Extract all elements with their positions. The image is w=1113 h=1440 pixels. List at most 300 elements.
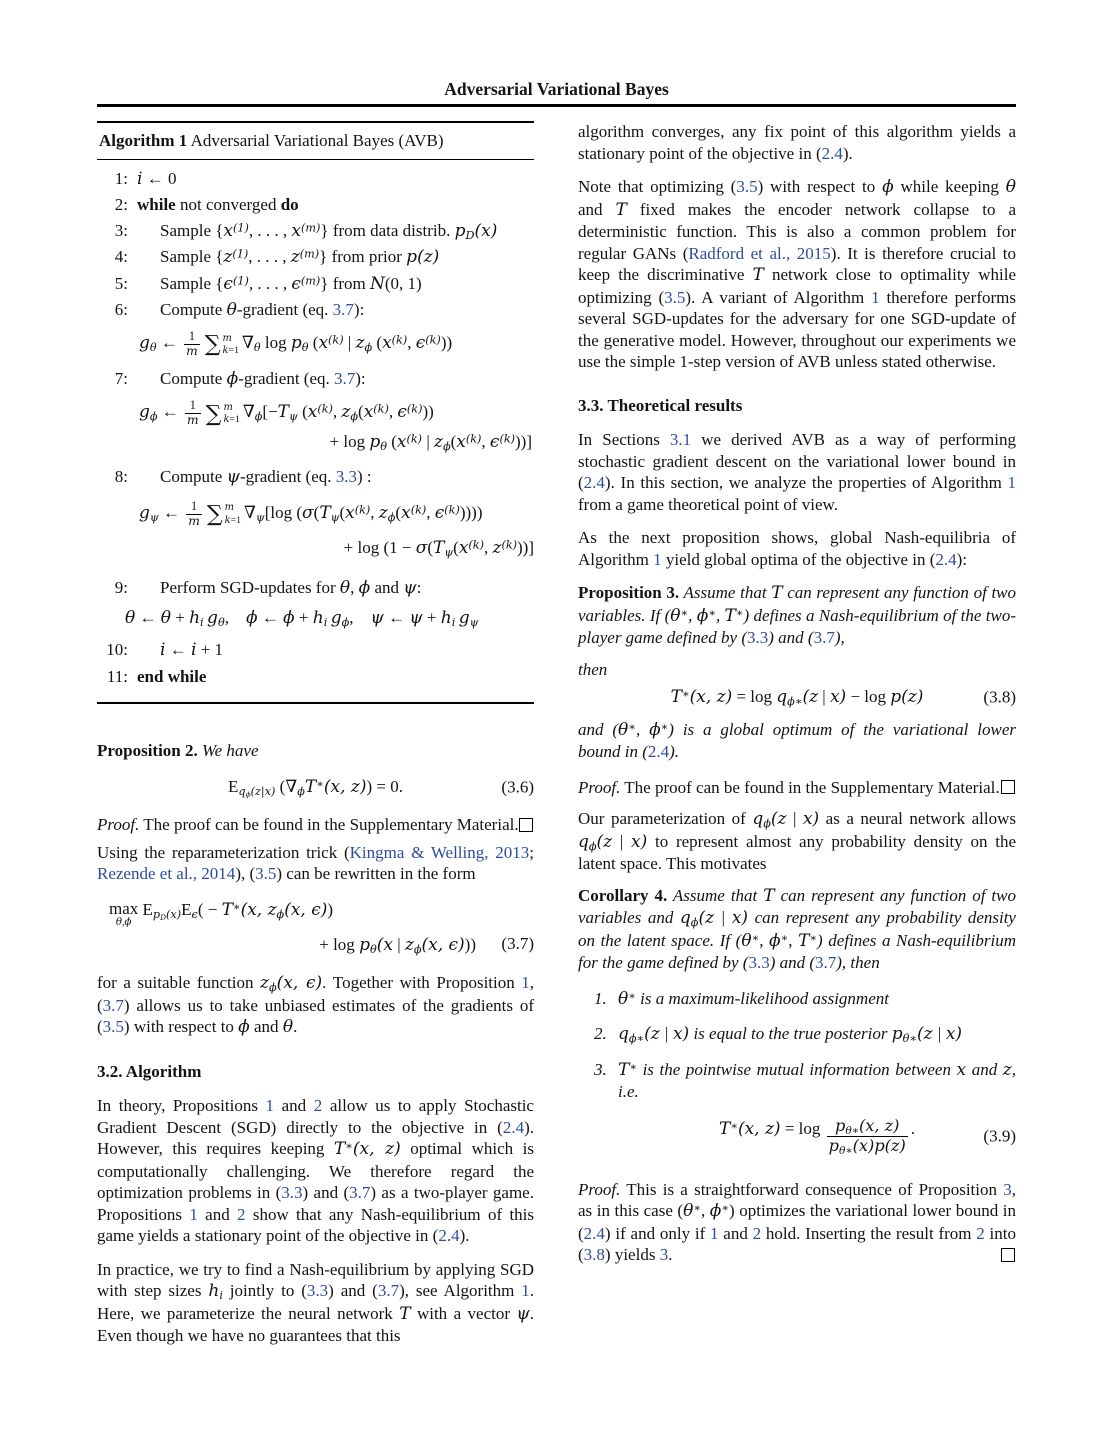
ref-link[interactable]: 1 xyxy=(521,973,530,993)
text-run: x) xyxy=(829,687,847,707)
algorithm-line-text: Perform SGD-updates for θ, ϕ and ψ: xyxy=(160,578,422,599)
text-run: ϕ xyxy=(413,942,422,956)
text-run: x xyxy=(318,333,329,353)
algorithm-line-number: 3: xyxy=(114,220,128,240)
text-run: ϕ xyxy=(226,369,239,390)
text-run: (z xyxy=(596,831,613,852)
text-run: ψ xyxy=(149,510,159,524)
text-run: ψ xyxy=(444,546,454,560)
text-run: ϕ xyxy=(238,1017,250,1038)
ref-link[interactable]: 3.7 xyxy=(334,369,356,389)
text-run: (k) xyxy=(373,402,389,416)
ref-link[interactable]: 2.4 xyxy=(502,1117,525,1137)
text-run: (k) xyxy=(410,503,427,517)
text-run: (k) xyxy=(499,432,516,446)
text-run: ϕ xyxy=(124,916,132,928)
text-run: θ xyxy=(618,719,629,740)
algorithm-line-number: 11: xyxy=(106,666,128,686)
algorithm-equation xyxy=(97,604,534,632)
ref-link[interactable]: 1 xyxy=(189,1204,198,1224)
equation-3-7-line2: + $\log p_\theta(x$ | $z_\phi(x$, ϵ))) xyxy=(319,934,476,956)
text-run: ϕ∗ xyxy=(787,695,803,709)
text-run: z xyxy=(492,538,502,559)
text-run: x) xyxy=(672,1024,690,1044)
text-run: p xyxy=(152,907,161,921)
text-run: ϕ xyxy=(341,616,350,630)
text-run: ψ xyxy=(330,510,340,524)
text-run: (m) xyxy=(301,220,321,234)
text-run: ϕ xyxy=(149,410,158,424)
text-run: m xyxy=(186,343,198,358)
text-run: T xyxy=(221,899,233,920)
text-run: ϕ xyxy=(358,578,371,599)
section-heading-3-2: 3.2. Algorithm xyxy=(97,1061,202,1081)
text-run: q xyxy=(752,809,764,829)
algorithm-box xyxy=(97,121,534,704)
algorithm-line-text: i ← 0 xyxy=(137,168,177,189)
ref-link[interactable]: 2.4 xyxy=(935,549,957,569)
equation-3-6-tag: (3.6) xyxy=(501,777,534,797)
algorithm-equation-line: $g_\theta$ ← $\frac{1}{m}$ ∑ m k=1 $\nabla_\theta$ $\log p_\theta$ ($x^{(k)}$ | $z_\phi$ ($x^{(k)}$, $\epsilon^{(k)}$)) xyxy=(139,329,453,358)
text-run: (x xyxy=(376,934,393,955)
text-run: ϕ xyxy=(387,510,396,524)
text-run: (z|x) xyxy=(250,784,276,798)
equation-3-7-tag: (3.7) xyxy=(501,933,534,953)
text-run: ϵ xyxy=(415,333,426,353)
algorithm-line xyxy=(97,219,534,243)
text-run: ϕ xyxy=(297,784,305,798)
text-run: ϵ xyxy=(434,502,445,523)
text-run: ϕ xyxy=(690,916,699,930)
text-run: θ∗ xyxy=(838,1143,853,1157)
text-run: i xyxy=(137,168,143,189)
ref-link[interactable]: Rezende et al., 2014 xyxy=(97,864,236,884)
ref-link[interactable]: 3.7 xyxy=(102,995,124,1015)
text-run: (m) xyxy=(299,247,320,261)
text-run: (k) xyxy=(468,538,484,552)
text-run: θ xyxy=(253,341,261,355)
list-item-text: θ∗ is a maximum-likelihood assignment xyxy=(618,988,889,1009)
text-run: ∗ xyxy=(721,1201,730,1215)
text-run: ϕ xyxy=(245,608,258,629)
text-run: x) xyxy=(631,831,648,852)
text-run: ∗ xyxy=(735,605,744,619)
text-run: k xyxy=(223,414,230,426)
section-heading-3-3: 3.3. Theoretical results xyxy=(578,395,743,415)
ref-link[interactable]: 3.8 xyxy=(583,1245,605,1265)
text-run: i xyxy=(323,616,328,630)
text-run: m xyxy=(188,513,200,528)
paragraph-note-optimizing: Note that optimizing (3.5) with respect to ϕ while keeping θ and T fixed makes the encoder network collapse to a deterministic function. This is also a common problem for regular GANs (Radford et al., 2015). It is therefore crucial to keep the discriminative T network close to optimality while optimizing (3.5). A variant of Algorithm 1 therefore performs several SGD-updates for the adversary for one SGD-update of the generative model. However, throughout our experiments we use the simple 1-step version of AVB unless stated otherwise. xyxy=(578,177,1016,371)
algorithm-equation-line: $g_\psi$ ← $\frac{1}{m}$ ∑ m k=1 $\nabla_\psi[\log$ ($\sigma(T_\psi(x^{(k)}$, $z_\phi(x^{(k)}$, $\epsilon^{(k)}$)))) xyxy=(139,498,483,528)
ref-link[interactable]: 2 xyxy=(976,1223,985,1243)
text-run: z xyxy=(378,502,388,523)
text-run: Corollary 4. xyxy=(578,885,668,905)
text-run: θ xyxy=(301,341,309,355)
text-run: ϕ xyxy=(245,789,251,799)
text-run: x xyxy=(456,431,466,452)
algorithm-line xyxy=(97,367,534,391)
text-run: h xyxy=(440,608,452,629)
algorithm-line-number: 1: xyxy=(114,168,128,188)
text-run: (x, z) xyxy=(323,776,367,797)
text-run: ϕ xyxy=(763,817,771,831)
text-run: (k) xyxy=(317,402,333,416)
text-run: ϕ∗ xyxy=(628,1032,645,1046)
text-run: ϵ xyxy=(397,402,407,423)
ref-link[interactable]: 1 xyxy=(710,1223,719,1243)
text-run: θ xyxy=(670,605,681,626)
algorithm-line-text: Compute ψ-gradient (eq. 3.3) : xyxy=(160,466,372,487)
ref-link[interactable]: 3.3 xyxy=(747,628,769,647)
text-run: z xyxy=(355,333,365,353)
text-run: T xyxy=(277,402,290,423)
text-run: (x, z) xyxy=(858,1115,900,1135)
text-run: ϕ xyxy=(588,839,597,853)
ref-link[interactable]: 3.7 xyxy=(377,1281,400,1301)
equation-3-7 xyxy=(97,899,534,956)
text-run: p xyxy=(828,1135,839,1155)
ref-link[interactable]: 2.4 xyxy=(647,742,670,761)
ref-link[interactable]: 3.3 xyxy=(281,1183,303,1203)
algorithm-body xyxy=(97,167,534,688)
text-run: z xyxy=(1002,1059,1012,1080)
text-run: ϕ xyxy=(268,981,277,995)
proposition-3-conclusion: and (θ∗, ϕ∗) is a global optimum of the variational lower bound in (2.4). xyxy=(578,719,1016,761)
algorithm-line-number: 4: xyxy=(114,247,128,266)
text-run: h xyxy=(189,608,201,629)
ref-link[interactable]: 2.4 xyxy=(583,473,605,492)
algorithm-line xyxy=(97,576,534,600)
proof-proposition-2: Proof. The proof can be found in the Supplementary Material. xyxy=(97,814,534,836)
text-run: i xyxy=(219,1289,223,1303)
algorithm-line-number: 5: xyxy=(114,273,128,293)
text-run: z xyxy=(260,973,269,994)
text-run: g xyxy=(330,608,342,629)
ref-link[interactable]: 1 xyxy=(871,287,880,307)
algorithm-line xyxy=(97,465,534,489)
ref-link[interactable]: 2.4 xyxy=(438,1226,460,1246)
text-run: T xyxy=(771,583,783,603)
text-run: ∗ xyxy=(780,930,789,944)
text-run: ψ xyxy=(289,410,298,424)
algorithm-line xyxy=(97,167,534,191)
text-run: g xyxy=(139,402,150,423)
text-run: (x) xyxy=(474,220,498,241)
text-run: i xyxy=(451,616,456,630)
text-run: θ xyxy=(1005,177,1016,197)
ref-link[interactable]: 3.7 xyxy=(813,628,835,647)
text-run: Proof. xyxy=(578,777,621,797)
text-run: ψ xyxy=(255,510,265,524)
algorithm-line-text: i ← i + 1 xyxy=(160,640,223,661)
list-item-text xyxy=(618,1059,1016,1166)
text-run: ∇ xyxy=(244,502,256,523)
text-run: θ xyxy=(683,1201,694,1222)
text-run: T xyxy=(433,538,445,559)
algorithm-line xyxy=(97,272,534,296)
proof-proposition-3: Proof. The proof can be found in the Supplementary Material. xyxy=(578,777,1016,799)
text-run: θ xyxy=(160,608,171,629)
ref-link[interactable]: 2.4 xyxy=(821,143,843,163)
text-run: (z xyxy=(644,1024,660,1044)
paragraph-in-sections: In Sections 3.1 we derived AVB as a way of performing stochastic gradient descent on the variational lower bound in (2.4). In this section, we analyze the properties of Algorithm 1 from a game theoretical point of view. xyxy=(578,430,1016,514)
text-run: ϕ xyxy=(769,930,781,951)
ref-link[interactable]: 1 xyxy=(265,1096,275,1116)
text-run: T xyxy=(718,1118,731,1139)
text-run: σ xyxy=(415,538,428,559)
text-run: θ∗ xyxy=(902,1032,918,1046)
text-run: (k) xyxy=(501,538,518,552)
algorithm-line xyxy=(97,665,534,688)
algorithm-line xyxy=(97,245,534,269)
text-run: (k) xyxy=(406,432,423,446)
paragraph-suitable-function: for a suitable function $z_\phi(x$, ϵ). Together with Proposition 1, (3.7) allows us to take unbiased estimates of the gradients of (3.5) with respect to ϕ and θ. xyxy=(97,973,535,1038)
text-run: i xyxy=(190,640,197,661)
text-run: (x, ϵ) xyxy=(284,899,328,920)
algorithm-line-text xyxy=(137,665,534,688)
paragraph-reparameterization: Using the reparameterization trick (Kingma & Welling, 2013; Rezende et al., 2014), (3.5) can be rewritten in the form xyxy=(97,842,534,884)
text-run: θ xyxy=(369,942,377,956)
text-run: θ xyxy=(226,300,237,320)
text-run: (x, ϵ) xyxy=(276,973,323,994)
header-rule xyxy=(97,104,1016,107)
ref-link[interactable]: 3.1 xyxy=(669,430,692,449)
ref-link[interactable]: Radford et al., 2015 xyxy=(688,243,831,263)
equation-3-8-body: T∗(x, $z) = \log q_{\phi∗}(z$ | x) − log p(z) xyxy=(670,687,924,709)
text-run: ∑ xyxy=(206,501,223,528)
text-run: ∗ xyxy=(751,930,760,944)
text-run: (z xyxy=(770,809,787,829)
text-run: m xyxy=(224,502,234,514)
paragraph-in-practice: In practice, we try to find a Nash-equilibrium by applying SGD with step sizes $h_i$ jointly to (3.3) and (3.7), see Algorithm 1. Here, we parameterize the neural network T with a vector ψ. Even though we have no guarantees that this xyxy=(97,1259,535,1346)
algorithm-line-number: 10: xyxy=(106,640,128,660)
text-run: ∇ xyxy=(242,333,254,353)
text-run: k xyxy=(222,344,229,356)
text-run: ϕ xyxy=(649,719,661,740)
algorithm-line-text: Sample {$x^{(1)}$, . . . , $x^{(m)}$} from data distrib. $p_D(x)$ xyxy=(160,220,498,242)
text-run: ∗ xyxy=(629,1059,637,1073)
equation-3-9-body: T∗(x, z) = log $\frac{p_{\theta∗}(x, z)}{p_{\theta∗}(x)p(z)}$ . xyxy=(718,1115,916,1157)
text-run: D xyxy=(160,912,167,922)
equation-3-9-tag: (3.9) xyxy=(983,1126,1016,1146)
text-run: ∗ xyxy=(680,605,689,619)
text-run: θ xyxy=(282,1017,294,1038)
ref-link[interactable]: 3.3 xyxy=(335,466,358,486)
text-run: ψ xyxy=(370,608,384,629)
text-run: (k) xyxy=(328,333,344,347)
text-run: p xyxy=(290,333,302,353)
algorithm-line xyxy=(97,193,534,216)
algorithm-line xyxy=(97,638,534,662)
text-run: ∗ xyxy=(232,900,241,914)
text-run: ∗ xyxy=(809,930,818,944)
list-item-text: $q_{\phi∗}(z$ | x) is equal to the true posterior $p_{\theta∗}(z$ | x) xyxy=(618,1024,963,1046)
list-item-number: 1. xyxy=(594,988,607,1008)
text-run: (1) xyxy=(233,220,249,234)
text-run: (z xyxy=(698,908,715,928)
text-run: x xyxy=(956,1059,967,1080)
text-run: ∗ xyxy=(681,687,690,701)
text-run: ϵ xyxy=(223,273,233,294)
right-column xyxy=(578,121,1016,1278)
text-run: i xyxy=(160,640,166,661)
text-run: (x) xyxy=(852,1135,875,1155)
text-run: x) xyxy=(945,1024,963,1044)
text-run: x xyxy=(345,502,355,523)
equation-3-8-tag: (3.8) xyxy=(983,687,1016,707)
text-run: q xyxy=(776,687,788,707)
proposition-3-then: then xyxy=(578,659,608,679)
text-run: ∇ xyxy=(285,776,298,797)
text-run: D xyxy=(465,228,475,242)
text-run: θ xyxy=(380,439,387,453)
text-run: T xyxy=(724,605,736,626)
text-run: ϵ xyxy=(191,907,198,921)
left-column xyxy=(97,121,534,1359)
ref-link[interactable]: 3.7 xyxy=(332,300,354,319)
text-run: ∑ xyxy=(205,400,222,427)
ref-link[interactable]: Kingma & Welling, 2013 xyxy=(349,842,530,862)
text-run: (k) xyxy=(425,333,441,347)
text-run: T xyxy=(798,930,810,951)
qed-box xyxy=(1001,1248,1015,1262)
text-run: g xyxy=(139,502,150,523)
ref-link[interactable]: 1 xyxy=(653,549,662,569)
algorithm-line-number: 9: xyxy=(114,578,128,598)
text-run: m xyxy=(223,402,233,414)
algorithm-equation-line: $g_\phi$ ← $\frac{1}{m}$ ∑ m k=1 $\nabla_\phi[-T_\psi$ ($x^{(k)}$, $z_\phi(x^{(k)}$, $\epsilon^{(k)}$)) xyxy=(139,398,434,428)
paragraph-in-theory: In theory, Propositions 1 and 2 allow us to apply Stochastic Gradient Descent (SGD) directly to the objective in (2.4). However, this requires keeping T∗(x, z) optimal which is computationally challenging. We therefore regard the optimization problems in (3.3) and (3.7) as a two-player game. Propositions 1 and 2 show that any Nash-equilibrium of this game yields a stationary point of the objective in (2.4). xyxy=(97,1096,535,1246)
text-run: θ xyxy=(339,578,351,599)
text-run: q xyxy=(618,1024,629,1044)
ref-link[interactable]: 3.5 xyxy=(664,287,686,307)
list-item xyxy=(594,1059,1016,1166)
text-run: m xyxy=(187,413,199,428)
algorithm-equation xyxy=(97,499,534,562)
text-run: (z xyxy=(802,687,819,707)
running-title: Adversarial Variational Bayes xyxy=(444,79,669,99)
text-run: ϕ xyxy=(709,1201,722,1222)
text-run: ∑ xyxy=(204,331,221,358)
text-run: θ xyxy=(618,988,629,1009)
text-run: h xyxy=(208,1281,220,1302)
text-run: z xyxy=(290,247,300,267)
text-run: x xyxy=(382,333,392,353)
ref-link[interactable]: 3.3 xyxy=(306,1281,329,1301)
ref-link[interactable]: 3 xyxy=(1003,1179,1012,1199)
text-run: x xyxy=(396,431,407,452)
ref-link[interactable]: 2 xyxy=(237,1204,246,1224)
text-run: Proof. xyxy=(578,1179,621,1199)
text-run: ϕ xyxy=(276,907,285,921)
algorithm-line-number: 8: xyxy=(114,466,128,486)
text-run: p xyxy=(834,1115,846,1135)
text-run: T xyxy=(333,1139,346,1160)
text-run: T xyxy=(319,502,331,523)
text-run: ϕ xyxy=(364,341,373,355)
text-run: ϕ xyxy=(696,605,709,626)
ref-link[interactable]: 2 xyxy=(752,1223,762,1243)
text-run: ϕ xyxy=(254,410,263,424)
algorithm-equation xyxy=(97,398,534,455)
text-run: ψ xyxy=(226,466,240,487)
text-run: θ xyxy=(149,341,157,355)
text-run: T xyxy=(618,1059,630,1080)
text-run: ∗ xyxy=(316,777,324,791)
text-run: p xyxy=(454,220,466,241)
text-run: T xyxy=(752,265,764,285)
ref-link[interactable]: 3.7 xyxy=(815,953,837,972)
text-run: Proposition 2. xyxy=(97,741,198,761)
algorithm-equation-line: + $\log (1 - \sigma(T_\psi(x^{(k)}$, $z^{(k)}$))] xyxy=(343,538,534,560)
text-run: ψ xyxy=(409,608,423,629)
algorithm-equation-line: + $\log p_\theta$ ($x^{(k)}$ | $z_\phi(x^{(k)}$, $\epsilon^{(k)}$))] xyxy=(329,431,532,453)
text-run: p xyxy=(369,431,381,452)
ref-link[interactable]: 3.5 xyxy=(736,177,758,196)
text-run: (z) xyxy=(884,1135,906,1155)
ref-link[interactable]: 3.7 xyxy=(349,1183,371,1203)
ref-link[interactable]: 1 xyxy=(521,1281,530,1301)
corollary-4: Corollary 4. Assume that T can represent any function of two variables and $q_\phi(z$ | x) can represent any probability density on the latent space. If (θ∗, ϕ∗, T∗) defines a Nash-equilibrium for the game defined by (3.3) and (3.7), then xyxy=(578,885,1016,972)
text-run: q xyxy=(679,908,691,928)
paragraph-parameterization: Our parameterization of $q_\phi(z$ | x) as a neural network allows $q_\phi(z$ | x) to represent almost any probability density on the latent space. This motivates xyxy=(578,809,1017,873)
ref-link[interactable]: 3.3 xyxy=(748,953,770,972)
list-item-text-inline: T∗ is the pointwise mutual information between x and z, i.e. xyxy=(618,1059,1017,1101)
text-run: ψ xyxy=(403,578,417,599)
text-run: ∇ xyxy=(242,402,255,423)
paragraph-next-proposition: As the next proposition shows, global Nash-equilibria of Algorithm 1 yield global optima of the objective in (2.4): xyxy=(578,528,1016,569)
text-run: θ∗ xyxy=(845,1123,859,1137)
text-run: x xyxy=(307,402,318,423)
text-run: ∗ xyxy=(660,719,669,733)
qed-box xyxy=(1001,780,1015,794)
text-run: ϕ xyxy=(882,177,894,197)
ref-link[interactable]: 2 xyxy=(313,1096,323,1116)
equation-3-6-body: $E_{q_\phi(z|x)}$ ($\nabla_\phi T^∗(x$, z)) = 0. xyxy=(228,776,403,799)
text-run: N xyxy=(370,273,385,294)
text-run: We have xyxy=(197,741,259,761)
text-run: x) xyxy=(731,908,749,928)
text-run: (x, z) xyxy=(352,1139,401,1160)
text-run: ψ xyxy=(516,1303,530,1324)
text-run: T xyxy=(763,885,775,906)
text-run: (x) xyxy=(166,907,182,921)
ref-link[interactable]: 3.5 xyxy=(255,864,277,884)
text-run: (x, z) xyxy=(689,687,733,707)
algorithm-line-text: Compute ϕ-gradient (eq. 3.7): xyxy=(160,369,366,390)
text-run: h xyxy=(312,608,324,629)
text-run: g xyxy=(139,333,150,353)
ref-link[interactable]: 3 xyxy=(659,1245,669,1265)
text-run: m xyxy=(222,332,232,344)
ref-link[interactable]: 3.5 xyxy=(102,1017,124,1037)
text-run: ∗ xyxy=(693,1201,701,1215)
text-run: Algorithm 1 xyxy=(99,131,188,150)
text-run: (1) xyxy=(232,273,249,287)
text-run: θ xyxy=(125,608,136,629)
text-run: ∗ xyxy=(628,719,636,733)
ref-link[interactable]: 1 xyxy=(1007,473,1016,492)
algorithm-line-text: while not converged do xyxy=(137,195,299,214)
text-run: T xyxy=(615,199,627,220)
text-run: ϵ xyxy=(489,431,500,452)
text-run: ϵ xyxy=(291,273,301,294)
ref-link[interactable]: 2.4 xyxy=(583,1223,605,1243)
text-run: z xyxy=(433,431,443,452)
text-run: (k) xyxy=(465,432,482,446)
text-run: ∗ xyxy=(628,988,636,1002)
